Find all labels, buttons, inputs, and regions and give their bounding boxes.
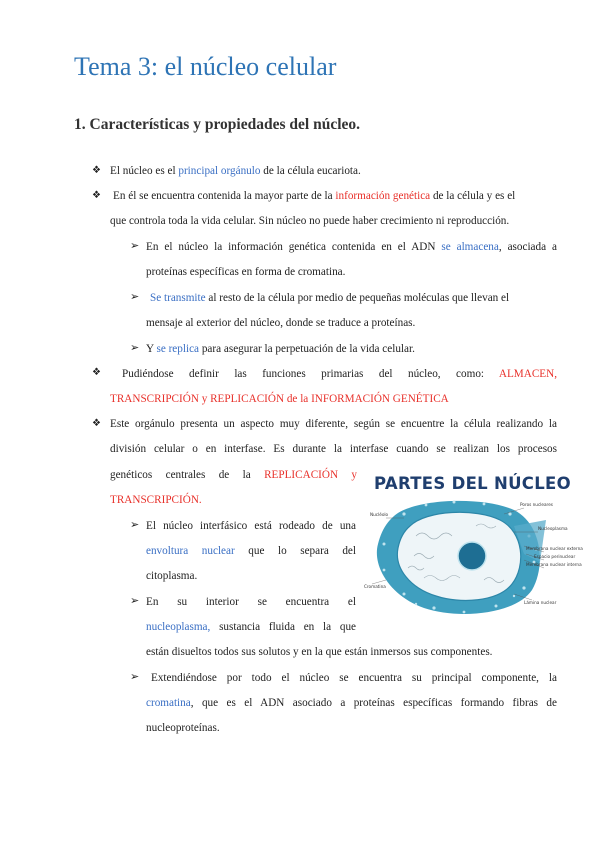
- highlight-nucleoplasma: nucleoplasma,: [146, 621, 211, 633]
- label-nucleolo: Nucléolo: [370, 512, 389, 517]
- page-title: Tema 3: el núcleo celular: [74, 52, 337, 81]
- highlight-se-replica: se replica: [156, 343, 200, 355]
- label-cromatina: Cromatina: [364, 584, 386, 589]
- bullet-4-line-3: genéticos centrales de la REPLICACIÓN y: [110, 469, 357, 481]
- sub-4a-line-2: envoltura nuclear que lo separa del: [146, 545, 356, 557]
- highlight-se-almacena: se almacena: [441, 241, 499, 253]
- label-membrana-externa: Membrana nuclear externa: [526, 546, 583, 551]
- label-espacio-perinuclear: Espacio perinuclear: [534, 554, 576, 559]
- arrow-bullet-icon: ➢: [130, 594, 140, 607]
- diamond-bullet-icon: ❖: [92, 165, 101, 176]
- bullet-4-line-2: división celular o en interfase. Es durante la interfase cuando se realizan los procesos: [110, 443, 557, 455]
- diamond-bullet-icon: ❖: [92, 367, 101, 378]
- diamond-bullet-icon: ❖: [92, 190, 101, 201]
- highlight-cromatina: cromatina: [146, 697, 191, 709]
- highlight-informacion-genetica: información genética: [335, 190, 431, 202]
- arrow-bullet-icon: ➢: [130, 670, 140, 683]
- label-nucleoplasma: Nucleoplasma: [538, 526, 568, 531]
- arrow-bullet-icon: ➢: [130, 518, 140, 531]
- sub-4c-line-1: Extendiéndose por todo el núcleo se encuentra su principal componente, la: [151, 672, 557, 684]
- bullet-2-line-2: que controla toda la vida celular. Sin núcleo no puede haber crecimiento ni reproducción.: [110, 215, 510, 227]
- bullet-4-line-1: Este orgánulo presenta un aspecto muy diferente, según se encuentre la célula realizando la: [110, 418, 557, 430]
- sub-4b-line-3: están disueltos todos sus solutos y en la que están inmersos sus componentes.: [146, 646, 493, 658]
- sub-4b-line-1: En su interior se encuentra el: [146, 596, 356, 608]
- arrow-bullet-icon: ➢: [130, 290, 140, 303]
- sub-2b-line-1: Se transmite al resto de la célula por medio de pequeñas moléculas que llevan el: [150, 292, 510, 304]
- highlight-replicacion: REPLICACIÓN y: [264, 469, 357, 481]
- highlight-almacen: ALMACEN,: [498, 368, 557, 380]
- diamond-bullet-icon: ❖: [92, 418, 101, 429]
- highlight-se-transmite: Se transmite: [150, 292, 206, 304]
- nucleolus: [458, 542, 486, 570]
- sub-2a-line-2: proteínas específicas en forma de cromatina.: [146, 266, 346, 278]
- sub-4b-line-2: nucleoplasma, sustancia fluida en la que: [146, 621, 356, 633]
- sub-2a-line-1: En el núcleo la información genética contenida en el ADN se almacena, asociada a: [146, 241, 557, 253]
- diagram-title: PARTES DEL NÚCLEO: [374, 474, 571, 493]
- highlight-envoltura-nuclear: envoltura nuclear: [146, 545, 235, 557]
- sub-4c-line-3: nucleoproteínas.: [146, 722, 220, 734]
- link-principal-organulo: principal orgánulo: [178, 165, 261, 177]
- arrow-bullet-icon: ➢: [130, 239, 140, 252]
- bullet-4-line-4: TRANSCRIPCIÓN.: [110, 494, 202, 506]
- label-poros: Poros nucleares: [520, 502, 553, 507]
- sub-4c-line-2: cromatina, que es el ADN asociado a proteínas específicas formando fibras de: [146, 697, 557, 709]
- nucleus-diagram: [364, 468, 583, 618]
- bullet-2-line-1: En él se encuentra contenida la mayor parte de la información genética de la célula y es el: [113, 190, 516, 202]
- arrow-bullet-icon: ➢: [130, 341, 140, 354]
- sub-4a-line-1: El núcleo interfásico está rodeado de una: [146, 520, 356, 532]
- label-lamina: Lámina nuclear: [524, 600, 557, 605]
- bullet-3-line-2: TRANSCRIPCIÓN y REPLICACIÓN de la INFORMACIÓN GENÉTICA: [110, 393, 449, 405]
- sub-4a-line-3: citoplasma.: [146, 570, 198, 582]
- nucleus-illustration: [364, 496, 583, 618]
- bullet-3-line-1: Pudiéndose definir las funciones primarias del núcleo, como: ALMACEN,: [122, 368, 557, 380]
- bullet-1-text: El núcleo es el principal orgánulo de la célula eucariota.: [110, 165, 361, 177]
- label-membrana-interna: Membrana nuclear interna: [526, 562, 582, 567]
- section-heading: 1. Características y propiedades del núcleo.: [74, 116, 361, 133]
- sub-2c-text: Y se replica para asegurar la perpetuación de la vida celular.: [146, 343, 415, 355]
- sub-2b-line-2: mensaje al exterior del núcleo, donde se traduce a proteínas.: [146, 317, 416, 329]
